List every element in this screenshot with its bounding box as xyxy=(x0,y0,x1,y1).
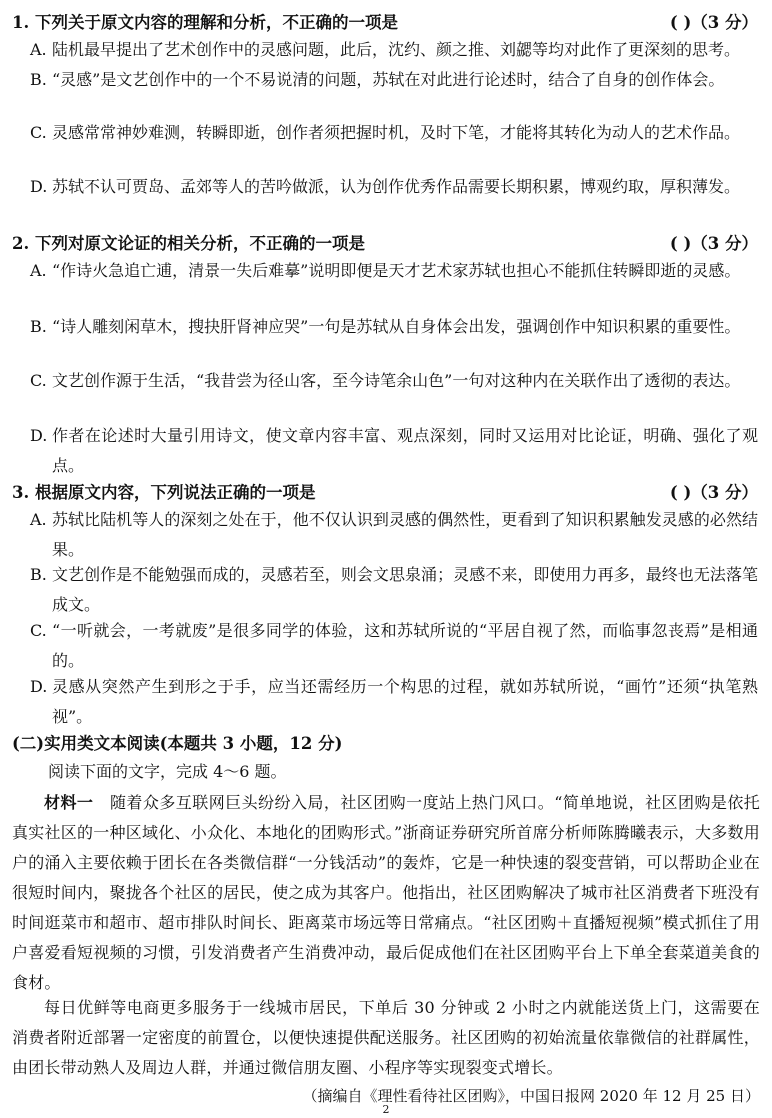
option-text: “一听就会，一考就废”是很多同学的体验，这和苏轼所说的“平居自视了然，而临事忽丧焉”是相通的。 xyxy=(52,621,758,670)
question-3-score: ( )（3 分） xyxy=(669,483,758,502)
question-1-option-d xyxy=(30,172,758,202)
option-text: 苏轼比陆机等人的深刻之处在于，他不仅认识到灵感的偶然性，更看到了知识积累触发灵感的必然结果。 xyxy=(52,510,758,559)
question-1-option-a xyxy=(30,35,758,65)
question-3-option-d xyxy=(30,672,758,732)
question-2-text: 2. 下列对原文论证的相关分析，不正确的一项是 xyxy=(12,234,365,253)
question-2-title xyxy=(12,231,760,257)
question-1-option-c xyxy=(30,118,758,148)
question-1-title xyxy=(12,10,760,36)
question-3-title xyxy=(12,480,760,506)
option-text: 作者在论述时大量引用诗文，使文章内容丰富、观点深刻，同时又运用对比论证，明确、强化了观点。 xyxy=(52,426,758,475)
question-2-score: ( )（3 分） xyxy=(669,234,758,253)
option-label: B. xyxy=(30,565,47,584)
material-1-tag: 材料一 xyxy=(44,793,94,812)
option-label: B. xyxy=(30,70,47,89)
option-label: C. xyxy=(30,123,47,142)
question-1-text: 1. 下列关于原文内容的理解和分析，不正确的一项是 xyxy=(12,13,398,32)
question-3-option-b xyxy=(30,560,758,620)
question-3-text: 3. 根据原文内容，下列说法正确的一项是 xyxy=(12,483,316,502)
option-label: D. xyxy=(30,677,48,696)
question-3-option-c xyxy=(30,616,758,676)
option-text: 陆机最早提出了艺术创作中的灵感问题，此后，沈约、颜之推、刘勰等均对此作了更深刻的思考。 xyxy=(52,40,741,59)
option-text: “作诗火急追亡逋，清景一失后难摹”说明即便是天才艺术家苏轼也担心不能抓住转瞬即逝的灵感。 xyxy=(52,261,741,280)
option-label: D. xyxy=(30,426,48,445)
option-label: B. xyxy=(30,317,47,336)
paragraph-text: 随着众多互联网巨头纷纷入局，社区团购一度站上热门风口。“简单地说，社区团购是依托真实社区的一种区域化、小众化、本地化的团购形式。”浙商证券研究所首席分析师陈腾曦表示，大多数用户的涌入主要依赖于团长在各类微信群“一分钱活动”的轰炸，它是一种快速的裂变营销，可以帮助企业在很短时间内，聚拢各个社区的居民，使之成为其客户。他指出，社区团购解决了城市社区消费者下班没有时间逛菜市和超市、超市排队时间长、距离菜市场远等日常痛点。“社区团购＋直播短视频”模式抓住了用户喜爱看短视频的习惯，引发消费者产生消费冲动，最后促成他们在社区团购平台上下单全套菜道美食的食材。 xyxy=(12,793,760,992)
paragraph-text: 每日优鲜等电商更多服务于一线城市居民，下单后 30 分钟或 2 小时之内就能送货上门，这需要在消费者附近部署一定密度的前置仓，以便快速提供配送服务。社区团购的初始流量依靠微信的社群属性，由团长带动熟人及周边人群，并通过微信朋友圈、小程序等实现裂变式增长。 xyxy=(12,998,760,1077)
question-2-option-d xyxy=(30,421,758,481)
option-text: 苏轼不认可贾岛、孟郊等人的苦吟做派，认为创作优秀作品需要长期积累，博观约取，厚积薄发。 xyxy=(52,177,741,196)
option-text: 灵感从突然产生到形之于手，应当还需经历一个构思的过程，就如苏轼所说，“画竹”还须“执笔熟视”。 xyxy=(52,677,758,726)
option-label: A. xyxy=(30,40,47,59)
question-1-option-b xyxy=(30,65,758,95)
option-label: C. xyxy=(30,371,47,390)
option-text: “灵感”是文艺创作中的一个不易说清的问题，苏轼在对此进行论述时，结合了自身的创作体会。 xyxy=(52,70,725,89)
option-text: 文艺创作源于生活，“我昔尝为径山客，至今诗笔余山色”一句对这种内在关联作出了透彻的表达。 xyxy=(52,371,741,390)
material-1-paragraph-2 xyxy=(12,993,760,1083)
material-1-paragraph-1 xyxy=(12,788,760,998)
question-2-option-b xyxy=(30,312,758,342)
question-2-option-a xyxy=(30,256,758,286)
section-heading: (二)实用类文本阅读(本题共 3 小题，12 分) xyxy=(12,734,343,753)
question-1-score: ( )（3 分） xyxy=(669,13,758,32)
option-label: D. xyxy=(30,177,48,196)
option-label: A. xyxy=(30,261,47,280)
option-text: 文艺创作是不能勉强而成的，灵感若至，则会文思泉涌；灵感不来，即使用力再多，最终也无法落笔成文。 xyxy=(52,565,758,614)
option-label: A. xyxy=(30,510,47,529)
question-2-option-c xyxy=(30,366,758,396)
section-instruction: 阅读下面的文字，完成 4～6 题。 xyxy=(48,762,287,781)
source-citation: （摘编自《理性看待社区团购》，中国日报网 2020 年 12 月 25 日） xyxy=(302,1087,760,1105)
page-number: 2 xyxy=(382,1103,390,1116)
option-text: “诗人雕刻闲草木，搜抉肝肾神应哭”一句是苏轼从自身体会出发，强调创作中知识积累的重要性。 xyxy=(52,317,741,336)
option-label: C. xyxy=(30,621,47,640)
question-3-option-a xyxy=(30,505,758,565)
option-text: 灵感常常神妙难测，转瞬即逝，创作者须把握时机，及时下笔，才能将其转化为动人的艺术作品。 xyxy=(52,123,741,142)
